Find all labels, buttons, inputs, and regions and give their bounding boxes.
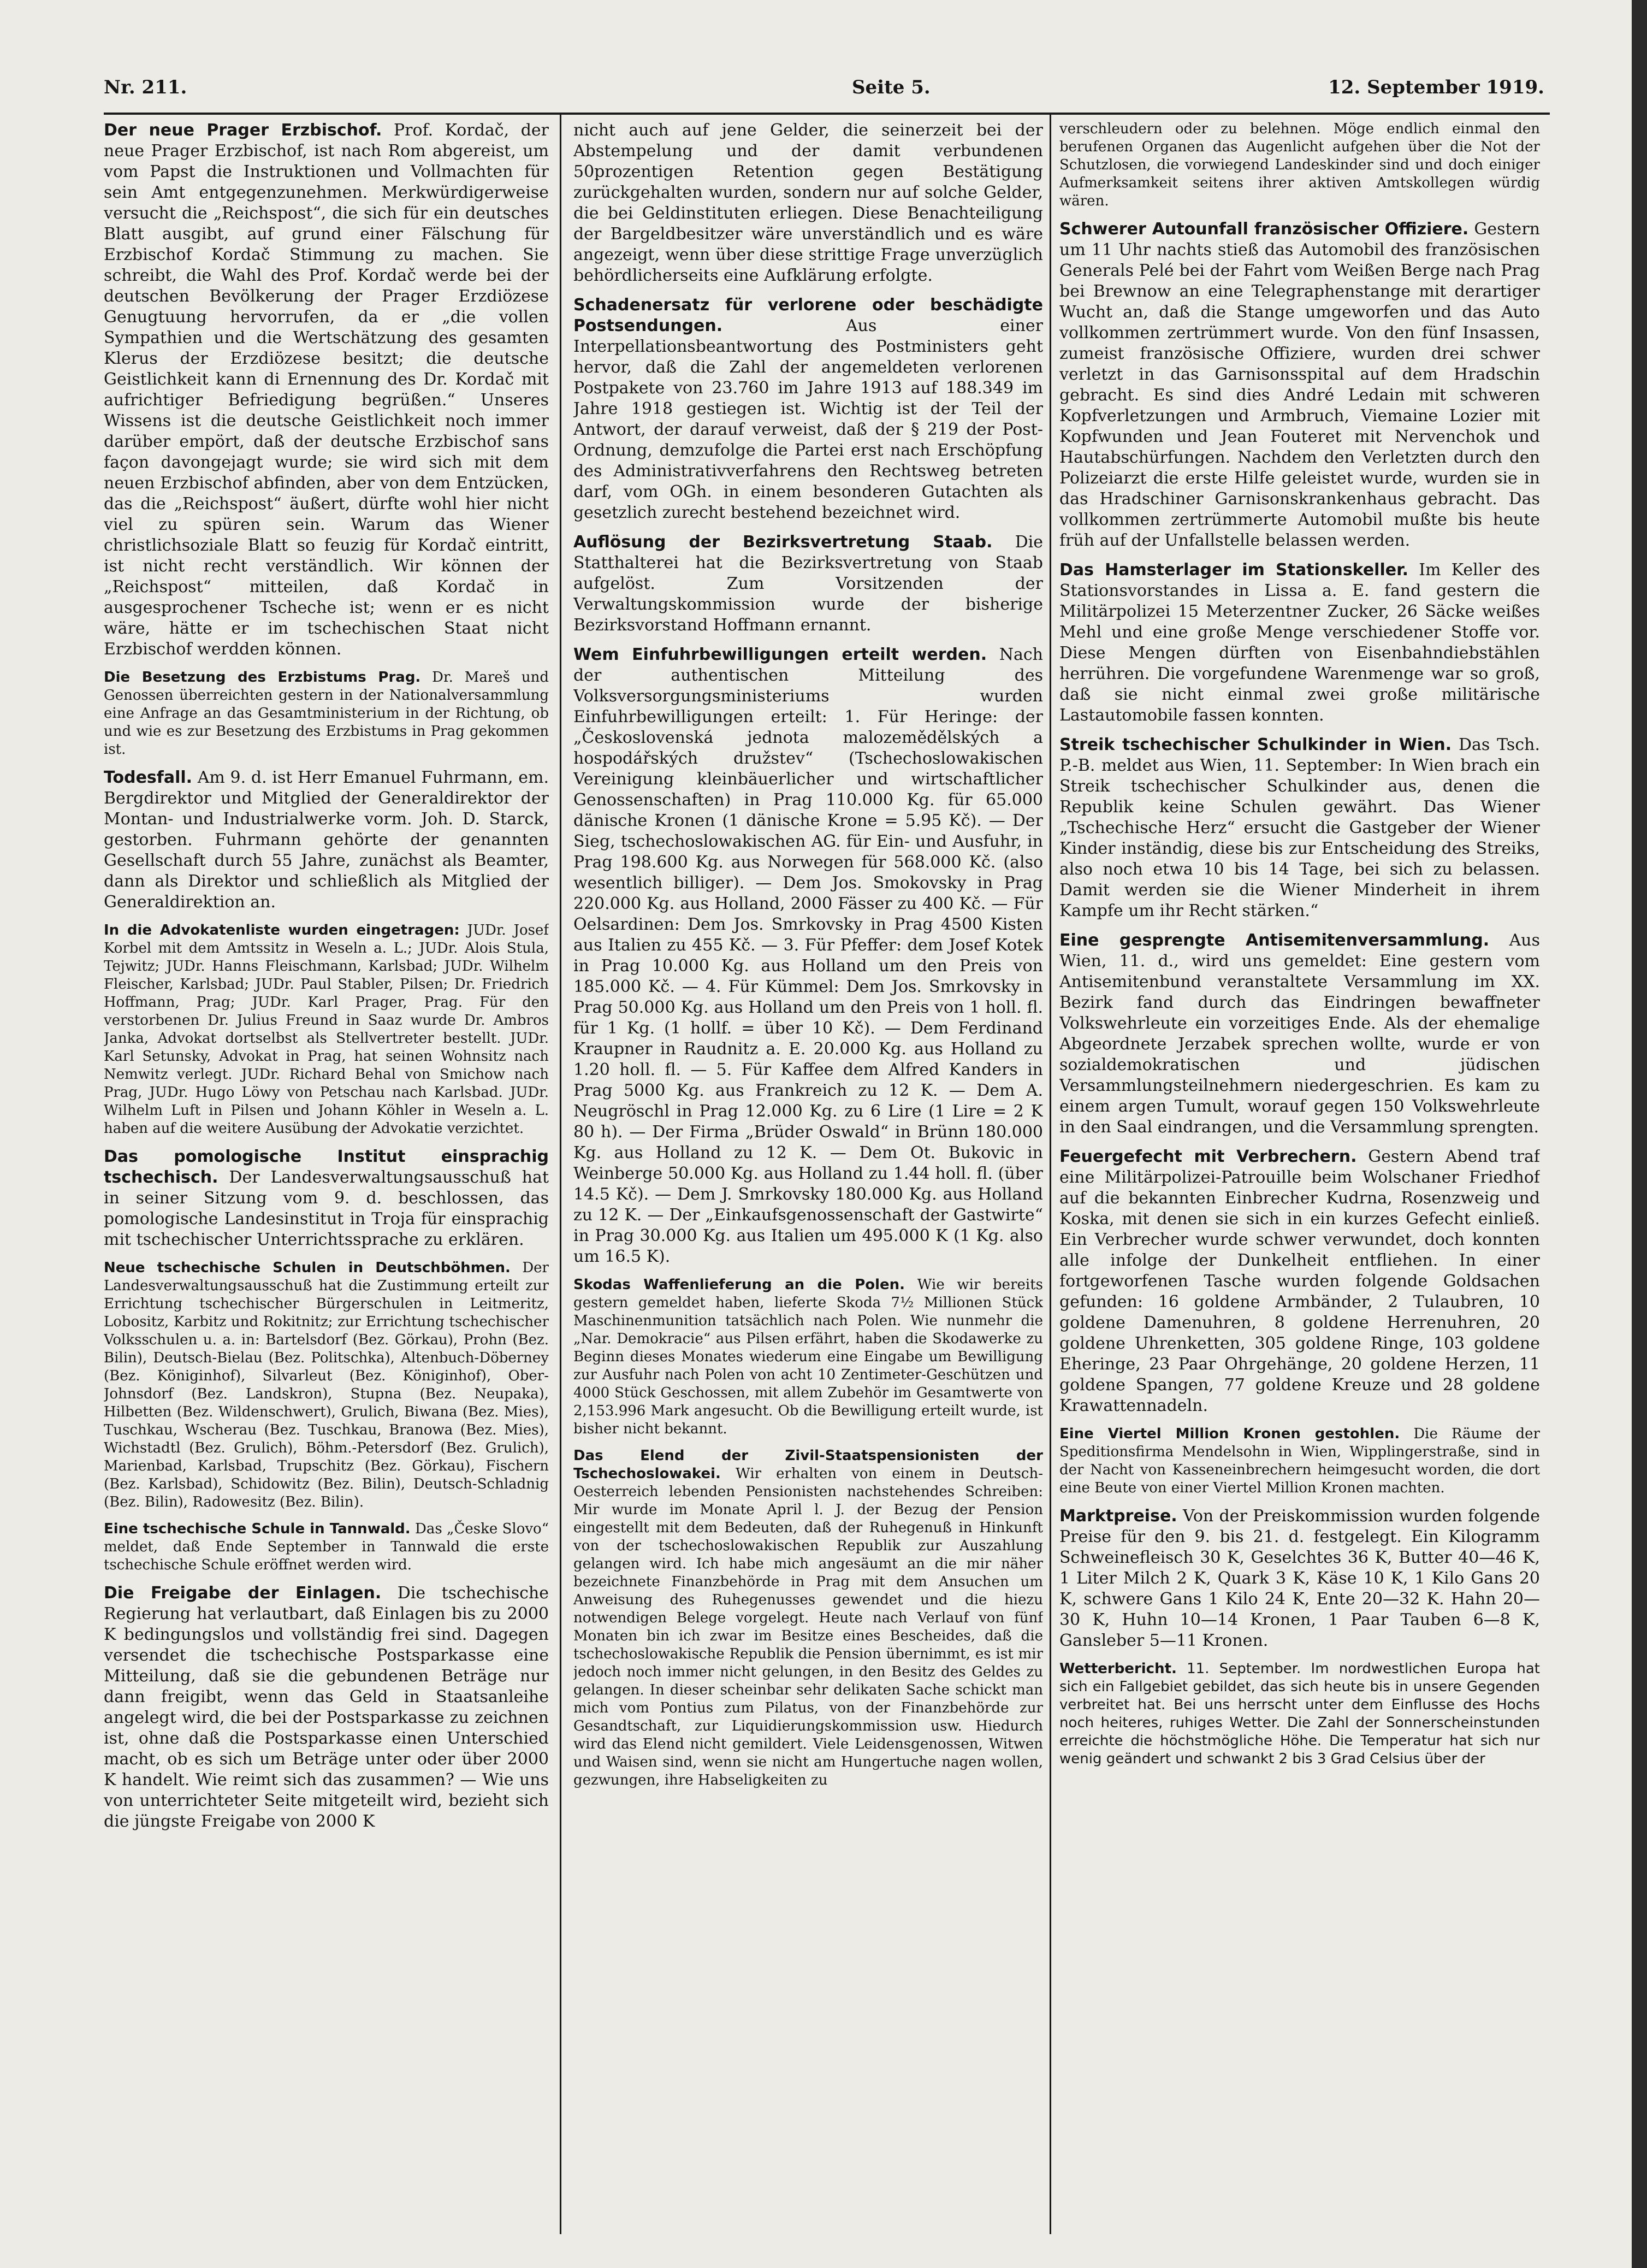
- article-paragraph: [1059, 1660, 1540, 1768]
- article: [573, 295, 1043, 523]
- article-paragraph: [104, 1147, 549, 1250]
- article-paragraph: [104, 922, 549, 1138]
- article-body: Gestern um 11 Uhr nachts stieß das Automobil des französischen Generals Pelé bei der Fahrt vom Weißen Berge nach Prag bei Brewnow an eine Telegraphenstange mit derartiger Wucht an, daß die Stange umgeworfen und das Auto vollkommen zertrümmert wurde. Von den fünf Insassen, zumeist französische Offiziere, wurden drei schwer verletzt in das Garnisonsspital auf dem Hradschin gebracht. Es sind dies André Ledain mit schweren Kopfverletzungen und Armbruch, Viemaine Lozier mit Kopfwunden und Jean Fouteret mit Nervenchok und Hautabschürfungen. Nachdem den Verletzten durch den Polizeiarzt die erste Hilfe geleistet wurde, wurden sie in das Hradschiner Garnisonskrankenhaus gebracht. Das vollkommen zertrümmerte Automobil mußte bis heute früh auf der Unfallstelle belassen werden.: [1059, 220, 1540, 550]
- article-paragraph: [1059, 219, 1540, 551]
- article-paragraph: [573, 1276, 1043, 1438]
- article: [104, 1520, 549, 1574]
- article-headline: Wetterbericht.: [1059, 1661, 1177, 1677]
- article-body: 11. September. Im nordwestlichen Europa hat sich ein Fallgebiet gebildet, das sich heute bis in unsere Gegenden verbreitet hat. Bei uns herrscht unter dem Einflusse des Hochs noch heiteres, ruhiges Wetter. Die Zahl der Sonnerscheinstunden erreichte die höchstmögliche Höhe. Die Temperatur hat sich nur wenig geändert und schwankt 2 bis 3 Grad Celsius über der: [1059, 1661, 1540, 1767]
- article-body: Dr. Mareš und Genossen überreichten gestern in der Nationalversammlung eine Anfrage an das Gesamtministerium in der Richtung, ob und wie es zur Besetzung des Erzbistums in Prag gekommen ist.: [104, 669, 549, 758]
- article-headline: Marktpreise.: [1059, 1507, 1177, 1526]
- header-rule: [104, 113, 1550, 115]
- article-body: Wir erhalten von einem in Deutsch-Oesterreich lebenden Pensionisten nachstehendes Schreiben: Mir wurde im Monate April l. J. der Bezug der Pension eingestellt mit dem Bedeuten, daß der Ruhegenuß in Hinkunft von der tschechoslowakischen Republik zur Auszahlung gelangen wird. Ich habe mich angesäumt an die mir näher bezeichnete Finanzbehörde in Prag mit dem Ansuchen um Anweisung des Ruhegenusses gewendet und die hiezu notwendigen Belege vorgelegt. Heute nach Verlauf von fünf Monaten bin ich zwar im Besitze eines Bescheides, daß die tschechoslowakische Republik die Pension übernimmt, es ist mir jedoch noch immer nicht gelungen, in den Besitz des Geldes zu gelangen. In dieser scheinbar sehr delikaten Sache schickt man mich vom Pontius zum Pilatus, von der Finanzbehörde zur Gesandtschaft, zur Liquidierungskommission usw. Hiedurch wird das Elend nicht gemildert. Viele Leidensgenossen, Witwen und Waisen sind, wenn sie nicht am Hungertuche nagen wollen, gezwungen, ihre Habseligkeiten zu: [573, 1466, 1043, 1788]
- article-headline: Schadenersatz für verlorene oder beschädigte Postsendungen.: [573, 296, 1043, 335]
- article-headline: Eine tschechische Schule in Tannwald.: [104, 1521, 411, 1537]
- article-body: Der Landesverwaltungsausschuß hat in seiner Sitzung vom 9. d. beschlossen, das pomologische Landesinstitut in Troja für einsprachig mit tschechischer Unterrichtssprache zu erklären.: [104, 1168, 549, 1249]
- article-headline: Das pomologische Institut einsprachig tschechisch.: [104, 1147, 549, 1187]
- article: [104, 767, 549, 913]
- article-paragraph: [1059, 120, 1540, 210]
- article-headline: Die Freigabe der Einlagen.: [104, 1584, 382, 1603]
- article-body: JUDr. Josef Korbel mit dem Amtssitz in Weseln a. L.; JUDr. Alois Stula, Tejwitz; JUDr. Hanns Fleischmann, Karlsbad; JUDr. Wilhelm Fleischer, Karlsbad; JUDr. Paul Stabler, Pilsen; Dr. Friedrich Hoffmann, Prag; JUDr. Karl Prager, Prag. Für den verstorbenen Dr. Julius Freund in Saaz wurde Dr. Ambros Janka, Advokat dortselbst als Stellvertreter bestellt. JUDr. Karl Setunsky, Advokat in Prag, hat seinen Wohnsitz nach Nemwitz verlegt. JUDr. Richard Behal von Smichow nach Prag, JUDr. Hugo Löwy von Petschau nach Karlsbad. JUDr. Wilhelm Luft in Pilsen und Johann Köhler in Weseln a. L. haben auf die weitere Ausübung der Advokatie verzichtet.: [104, 922, 549, 1137]
- article-body: verschleudern oder zu belehnen. Möge endlich einmal den berufenen Organen das Augenlicht aufgehen über die Not der Schutzlosen, die vorwiegend Landeskinder sind und doch einiger Aufmerksamkeit seitens ihrer aktiven Amtskollegen würdig wären.: [1059, 121, 1540, 209]
- page-header: [82, 76, 1544, 109]
- article-body: Am 9. d. ist Herr Emanuel Fuhrmann, em. Bergdirektor und Mitglied der Generaldirektor der Montan- und Industrialwerke vorm. Joh. D. Starck, gestorben. Fuhrmann gehörte der genannten Gesellschaft durch 55 Jahre, zunächst als Beamter, dann als Direktor und schließlich als Mitglied der Generaldirektion an.: [104, 768, 549, 912]
- article-body: Wie wir bereits gestern gemeldet haben, lieferte Skoda 7½ Millionen Stück Maschinenmunition tatsächlich nach Polen. Wie nunmehr die „Nar. Demokracie“ aus Pilsen erfährt, haben die Skodawerke zu Beginn dieses Monates wiederum eine Eingabe um Bewilligung zur Ausfuhr nach Polen von acht 10 Zentimeter-Geschützen und 4000 Stück Geschossen, mit allem Zubehör im Gesamtwerte von 2,153.996 Mark angesucht. Ob die Bewilligung erteilt wurde, ist bisher nicht bekannt.: [573, 1277, 1043, 1437]
- article-paragraph: [1059, 930, 1540, 1138]
- article-paragraph: [573, 532, 1043, 636]
- article: [104, 669, 549, 759]
- article-body: Gestern Abend traf eine Militärpolizei-Patrouille beim Wolschaner Friedhof auf die bekannten Einbrecher Kudrna, Rosenzweig und Koska, mit denen sie sich in ein kurzes Gefecht einließ. Ein Verbrecher wurde schwer verwundet, doch konnten alle infolge der Dunkelheit entfliehen. In einer fortgeworfenen Tasche wurden folgende Goldsachen gefunden: 16 goldene Armbänder, 2 Tulaubren, 10 goldene Damenuhren, 8 goldene Herrenuhren, 20 goldene Uhrenketten, 305 goldene Ringe, 103 goldene Eheringe, 23 Paar Ohrgehänge, 20 goldene Herzen, 11 goldene Spangen, 77 goldene Kreuze und 28 goldene Krawattennadeln.: [1059, 1147, 1540, 1415]
- article: [1059, 560, 1540, 726]
- article-headline: Eine gesprengte Antisemitenversammlung.: [1059, 931, 1490, 950]
- article-headline: Todesfall.: [104, 768, 193, 787]
- article: [573, 1447, 1043, 1789]
- article: [573, 532, 1043, 636]
- article-body: Aus einer Interpellationsbeantwortung des Postministers geht hervor, daß die Zahl der angemeldeten verlorenen Postpakete von 23.760 im Jahre 1913 auf 188.349 im Jahre 1918 gestiegen ist. Wichtig ist der Teil der Antwort, der darauf verweist, daß der § 219 der Post-Ordnung, demzufolge die Partei erst nach Erschöpfung des Administrativverfahrens den Rechtsweg betreten darf, vom OGh. in einem besonderen Gutachten als gesetzlich zurecht bestehend bezeichnet wird.: [573, 316, 1043, 522]
- article-body: Aus Wien, 11. d., wird uns gemeldet: Eine gestern vom Antisemitenbund veranstaltete Versammlung im XX. Bezirk fand durch das Eindringen bewaffneter Volkswehrleute ein vorzeitiges Ende. Als der ehemalige Abgeordnete Jerzabek sprechen wollte, wurde er von sozialdemokratischen und jüdischen Versammlungsteilnehmern niedergeschrien. Es kam zu einem argen Tumult, worauf gegen 150 Volkswehrleute in den Saal eindrangen, und die Versammlung sprengten.: [1059, 931, 1540, 1137]
- article-headline: Eine Viertel Million Kronen gestohlen.: [1059, 1426, 1400, 1442]
- article: [1059, 1147, 1540, 1416]
- article-body: Von der Preiskommission wurden folgende Preise für den 9. bis 21. d. festgelegt. Ein Kilogramm Schweinefleisch 30 K, Geselchtes 36 K, Butter 40—46 K, 1 Liter Milch 2 K, Quark 3 K, Käse 10 K, 1 Kilo Gans 20 K, schwere Gans 1 Kilo 24 K, Ente 20—32 K. Hahn 20—30 K, Huhn 10—14 Kronen, 1 Paar Tauben 6—8 K, Gansleber 5—11 Kronen.: [1059, 1507, 1540, 1650]
- article-body: nicht auch auf jene Gelder, die seinerzeit bei der Abstempelung und der damit verbundenen 50prozentigen Retention gegen Bestätigung zurückgehalten wurden, sondern nur auf solche Gelder, die bei Geldinstituten erliegen. Diese Benachteiligung der Bargeldbesitzer wäre unverständlich und es wäre angezeigt, wenn über diese strittige Frage unverzüglich behördlicherseits eine Aufklärung erfolgte.: [573, 121, 1043, 285]
- article-paragraph: [104, 1520, 549, 1574]
- article-headline: Schwerer Autounfall französischer Offiziere.: [1059, 220, 1469, 239]
- column-divider: [1050, 115, 1051, 2234]
- scan-edge: [1632, 0, 1647, 2268]
- article: [104, 922, 549, 1138]
- article: [1059, 120, 1540, 210]
- article-paragraph: [104, 669, 549, 759]
- article-paragraph: [1059, 1425, 1540, 1497]
- article-paragraph: [573, 295, 1043, 523]
- article-body: Prof. Kordač, der neue Prager Erzbischof, ist nach Rom abgereist, um vom Papst die Instruktionen und Vollmachten für sein Amt entgegenzunehmen. Merkwürdigerweise versucht die „Reichspost“, die sich für ein deutsches Blatt ausgibt, auf grund einer Fälschung für Erzbischof Kordač Stimmung zu machen. Sie schreibt, die Wahl des Prof. Kordač werde bei der deutschen Bevölkerung der Prager Erzdiözese Genugtuung hervorrufen, da er „die vollen Sympathien und die Wertschätzung des gesamten Klerus der Erzdiözese besitzt; die deutsche Geistlichkeit kann di Ernennung des Dr. Kordač mit aufrichtiger Befriedigung begrüßen.“ Unseres Wissens ist die deutsche Geistlichkeit noch immer darüber empört, daß der deutsche Erzbischof sans façon davongejagt wurde; sie wird sich mit dem neuen Erzbischof abfinden, aber von dem Entzücken, das die „Reichspost“ äußert, dürfte wohl hier nicht viel zu spüren sein. Warum das Wiener christlichsoziale Blatt so feuzig für Kordač eintritt, ist nicht recht verständlich. Wir können der „Reichspost“ mitteilen, daß Kordač in ausgesprochener Tscheche ist; wenn er es nicht wäre, hätte er im tschechischen Staat nicht Erzbischof werdden können.: [104, 121, 549, 659]
- article: [1059, 1506, 1540, 1651]
- article: [1059, 930, 1540, 1138]
- article-headline: Neue tschechische Schulen in Deutschböhmen.: [104, 1260, 511, 1276]
- article: [573, 120, 1043, 286]
- column-2: [573, 120, 1043, 2234]
- article: [1059, 1425, 1540, 1497]
- article-body: Die Räume der Speditionsfirma Mendelsohn in Wien, Wipplingerstraße, sind in der Nacht von Kasseneinbrechern heimgesucht worden, die dort eine Beute von einer Viertel Million Kronen machten.: [1059, 1426, 1540, 1496]
- article-headline: Wem Einfuhrbewilligungen erteilt werden.: [573, 645, 987, 664]
- article-body: Die tschechische Regierung hat verlautbart, daß Einlagen bis zu 2000 K bedingungslos und vollständig frei sind. Dagegen versendet die tschechische Postsparkasse eine Mitteilung, daß sie die gebundenen Beträge nur dann freigibt, wenn das Geld in Staatsanleihe angelegt wird, die bei der Postsparkasse zu zeichnen ist, ohne daß die Postsparkasse einen Unterschied macht, ob es sich um Beträge unter oder über 2000 K handelt. Wie reimt sich das zusammen? — Wie uns von unterrichteter Seite mitgeteilt wird, bezieht sich die jüngste Freigabe von 2000 K: [104, 1584, 549, 1831]
- article-headline: Auflösung der Bezirksvertretung Staab.: [573, 533, 993, 552]
- article-headline: Skodas Waffenlieferung an die Polen.: [573, 1277, 905, 1293]
- column-3: [1059, 120, 1540, 2234]
- issue-date: 12. September 1919.: [1328, 76, 1544, 98]
- column-divider: [560, 115, 561, 2234]
- article: [573, 645, 1043, 1267]
- article-paragraph: [104, 767, 549, 913]
- article-body: Die Statthalterei hat die Bezirksvertretung von Staab aufgelöst. Zum Vorsitzenden der Verwaltungskommission wurde der bisherige Bezirksvorstand Hoffmann ernannt.: [573, 533, 1043, 635]
- column-1: [104, 120, 549, 2234]
- article: [1059, 1660, 1540, 1768]
- article-paragraph: [104, 1259, 549, 1511]
- article: [104, 1259, 549, 1511]
- article-headline: Der neue Prager Erzbischof.: [104, 121, 382, 140]
- article: [573, 1276, 1043, 1438]
- article-headline: In die Advokatenliste wurden eingetragen:: [104, 922, 460, 938]
- article-paragraph: [1059, 1147, 1540, 1416]
- article-body: Das Tsch. P.-B. meldet aus Wien, 11. September: In Wien brach ein Streik tschechischer Schulkinder aus, denen die Republik keine Schulen gewährt. Das Wiener „Tschechische Herz“ ersucht die Gastgeber der Wiener Kinder inständig, diese bis zur Entscheidung des Streiks, also noch etwa 10 bis 14 Tage, bei sich zu belassen. Damit werden sie die Wiener Minderheit in ihrem Kampfe um ihr Recht stärken.“: [1059, 735, 1540, 920]
- article-paragraph: [1059, 560, 1540, 726]
- article-body: Nach der authentischen Mitteilung des Volksversorgungsministeriums wurden Einfuhrbewilligungen erteilt: 1. Für Heringe: der „Československá jednota malozemědělských a hospodářských družstev“ (Tschechoslowakischen Vereinigung kleinbäuerlicher und wirtschaftlicher Genossenschaften) in Prag 110.000 Kg. für 65.000 dänische Kronen (1 dänische Krone = 5.95 Kč). — Der Sieg, tschechoslowakischen AG. für Ein- und Ausfuhr, in Prag 198.600 Kg. aus Norwegen für 568.000 Kč. (also wesentlich billiger). — Dem Jos. Smokovsky in Prag 220.000 Kg. aus Holland, 2000 Fässer zu 400 Kč. — Für Oelsardinen: Dem Jos. Smrkovsky in Prag 4500 Kisten aus Italien zu 455 Kč. — 3. Für Pfeffer: dem Josef Kotek in Prag 10.000 Kg. aus Holland um den Preis von 185.000 Kč. — 4. Für Kümmel: Dem Jos. Smrkovsky in Prag 50.000 Kg. aus Holland um den Preis von 1 holl. fl. für 1 Kg. (1 hollf. = über 10 Kč). — Dem Ferdinand Kraupner in Raudnitz a. E. 20.000 Kg. aus Holland zu 1.20 holl. fl. — 5. Für Kaffee dem Alfred Kanders in Prag 5000 Kg. aus Frankreich zu 12 K. — Dem A. Neugröschl in Prag 12.000 Kg. zu 6 Lire (1 Lire = 2 K 80 h). — Der Firma „Brüder Oswald“ in Brünn 180.000 Kg. aus Holland zu 12 K. — Dem Ot. Bukovic in Weinberge 50.000 Kg. aus Holland zu 1.44 holl. fl. (über 14.5 Kč). — Dem J. Smrkovsky 180.000 Kg. aus Holland zu 12 K. — Der „Einkaufsgenossenschaft der Gastwirte“ in Prag 30.000 Kg. aus Italien um 495.000 K (1 Kg. also um 16.5 K).: [573, 645, 1043, 1266]
- article-paragraph: [104, 120, 549, 660]
- article-headline: Streik tschechischer Schulkinder in Wien.: [1059, 735, 1452, 754]
- article: [1059, 735, 1540, 922]
- article-headline: Das Elend der Zivil-Staatspensionisten der Tschechoslowakei.: [573, 1448, 1043, 1482]
- article-headline: Die Besetzung des Erzbistums Prag.: [104, 669, 421, 686]
- article: [104, 120, 549, 660]
- article-headline: Das Hamsterlager im Stationskeller.: [1059, 560, 1409, 580]
- article-body: Das „Česke Slovo“ meldet, daß Ende September in Tannwald die erste tschechische Schule eröffnet werden wird.: [104, 1521, 549, 1573]
- issue-number: Nr. 211.: [104, 76, 187, 98]
- article-paragraph: [1059, 1506, 1540, 1651]
- article-paragraph: [1059, 735, 1540, 922]
- article-paragraph: [573, 120, 1043, 286]
- article-body: Der Landesverwaltungsausschuß hat die Zustimmung erteilt zur Errichtung tschechischer Bürgerschulen in Leitmeritz, Lobositz, Karbitz und Rokitnitz; zur Errichtung tschechischer Volksschulen u. a. in: Bartelsdorf (Bez. Görkau), Prohn (Bez. Bilin), Deutsch-Bielau (Bez. Politschka), Altenbuch-Döberney (Bez. Königinhof), Silvarleut (Bez. Königinhof), Ober-Johnsdorf (Bez. Landskron), Stupna (Bez. Neupaka), Hilbetten (Bez. Wildenschwert), Grulich, Biwana (Bez. Mies), Tuschkau, Wscherau (Bez. Tuschkau, Branowa (Bez. Mies), Wichstadtl (Bez. Grulich), Böhm.-Petersdorf (Bez. Grulich), Marienbad, Karlsbad, Trupschitz (Bez. Görkau), Fischern (Bez. Karlsbad), Schidowitz (Bez. Bilin), Deutsch-Schladnig (Bez. Bilin), Radowesitz (Bez. Bilin).: [104, 1260, 549, 1510]
- article-body: Im Keller des Stationsvorstandes in Lissa a. E. fand gestern die Militärpolizei 15 Meterzentner Zucker, 26 Säcke weißes Mehl und eine große Menge verschiedener Stoffe vor. Diese Mengen dürften von Eisenbahndiebstählen herrühren. Die vorgefundene Warenmenge war so groß, daß sie nicht einmal zwei große militärische Lastautomobile fassen konnten.: [1059, 560, 1540, 725]
- article: [104, 1147, 549, 1250]
- article-paragraph: [573, 645, 1043, 1267]
- article-paragraph: [573, 1447, 1043, 1789]
- article: [104, 1583, 549, 1832]
- article: [1059, 219, 1540, 551]
- article-paragraph: [104, 1583, 549, 1832]
- article-headline: Feuergefecht mit Verbrechern.: [1059, 1147, 1357, 1166]
- page-number: Seite 5.: [852, 76, 931, 98]
